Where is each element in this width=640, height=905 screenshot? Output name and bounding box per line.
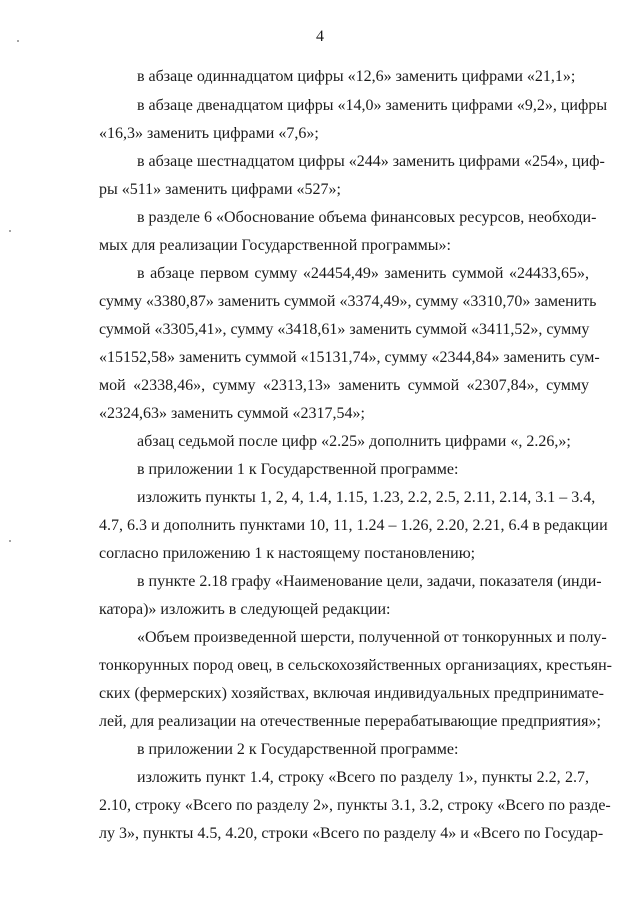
page-number: 4	[316, 28, 324, 45]
text-line: ских (фермерских) хозяйствах, включая индивидуальных предпринимате-	[99, 685, 604, 702]
text-line: 4.7, 6.3 и дополнить пунктами 10, 11, 1.24 – 1.26, 2.20, 2.21, 6.4 в редакции	[99, 517, 608, 534]
text-line: лей, для реализации на отечественные перерабатывающие предприятия»;	[99, 713, 601, 730]
text-line: катора)» изложить в следующей редакции:	[99, 601, 391, 618]
text-line: изложить пункты 1, 2, 4, 1.4, 1.15, 1.23, 2.2, 2.5, 2.11, 2.14, 3.1 – 3.4,	[137, 489, 596, 506]
text-line: в приложении 1 к Государственной программе:	[137, 461, 459, 478]
scan-speck	[9, 230, 11, 232]
text-line: изложить пункт 1.4, строку «Всего по разделу 1», пункты 2.2, 2.7,	[137, 769, 589, 786]
text-line: лу 3», пункты 4.5, 4.20, строки «Всего по разделу 4» и «Всего по Государ-	[99, 825, 604, 842]
text-line: «Объем произведенной шерсти, полученной от тонкорунных и полу-	[137, 629, 607, 646]
text-line: сумму «3380,87» заменить суммой «3374,49», сумму «3310,70» заменить	[99, 293, 597, 310]
text-line: ры «511» заменить цифрами «527»;	[99, 181, 341, 198]
text-line: тонкорунных пород овец, в сельскохозяйственных организациях, крестьян-	[99, 657, 613, 674]
scan-speck	[17, 40, 19, 42]
text-line: согласно приложению 1 к настоящему постановлению;	[99, 545, 476, 562]
text-line: абзац седьмой после цифр «2.25» дополнить цифрами «, 2.26,»;	[137, 433, 571, 450]
text-line: в разделе 6 «Обоснование объема финансовых ресурсов, необходи-	[137, 209, 597, 226]
text-line: в приложении 2 к Государственной программе:	[137, 741, 459, 758]
text-line: «15152,58» заменить суммой «15131,74», сумму «2344,84» заменить сум-	[99, 349, 600, 366]
text-line: 2.10, строку «Всего по разделу 2», пункты 3.1, 3.2, строку «Всего по разде-	[99, 797, 611, 814]
text-line: в пункте 2.18 графу «Наименование цели, задачи, показателя (инди-	[137, 573, 602, 590]
text-line: «2324,63» заменить суммой «2317,54»;	[99, 405, 365, 422]
text-line: в абзаце одиннадцатом цифры «12,6» заменить цифрами «21,1»;	[137, 68, 576, 85]
scan-speck	[9, 540, 11, 542]
text-line: мых для реализации Государственной программы»:	[99, 237, 451, 254]
text-line: в абзаце шестнадцатом цифры «244» заменить цифрами «254», циф-	[137, 153, 605, 170]
text-line: в абзаце двенадцатом цифры «14,0» заменить цифрами «9,2», цифры	[137, 97, 608, 114]
text-line: в абзаце первом сумму «24454,49» заменить суммой «24433,65»,	[137, 265, 589, 282]
text-line: суммой «3305,41», сумму «3418,61» заменить суммой «3411,52», сумму	[99, 321, 590, 338]
text-line: «16,3» заменить цифрами «7,6»;	[99, 125, 319, 142]
text-line: мой «2338,46», сумму «2313,13» заменить суммой «2307,84», сумму	[99, 377, 589, 394]
